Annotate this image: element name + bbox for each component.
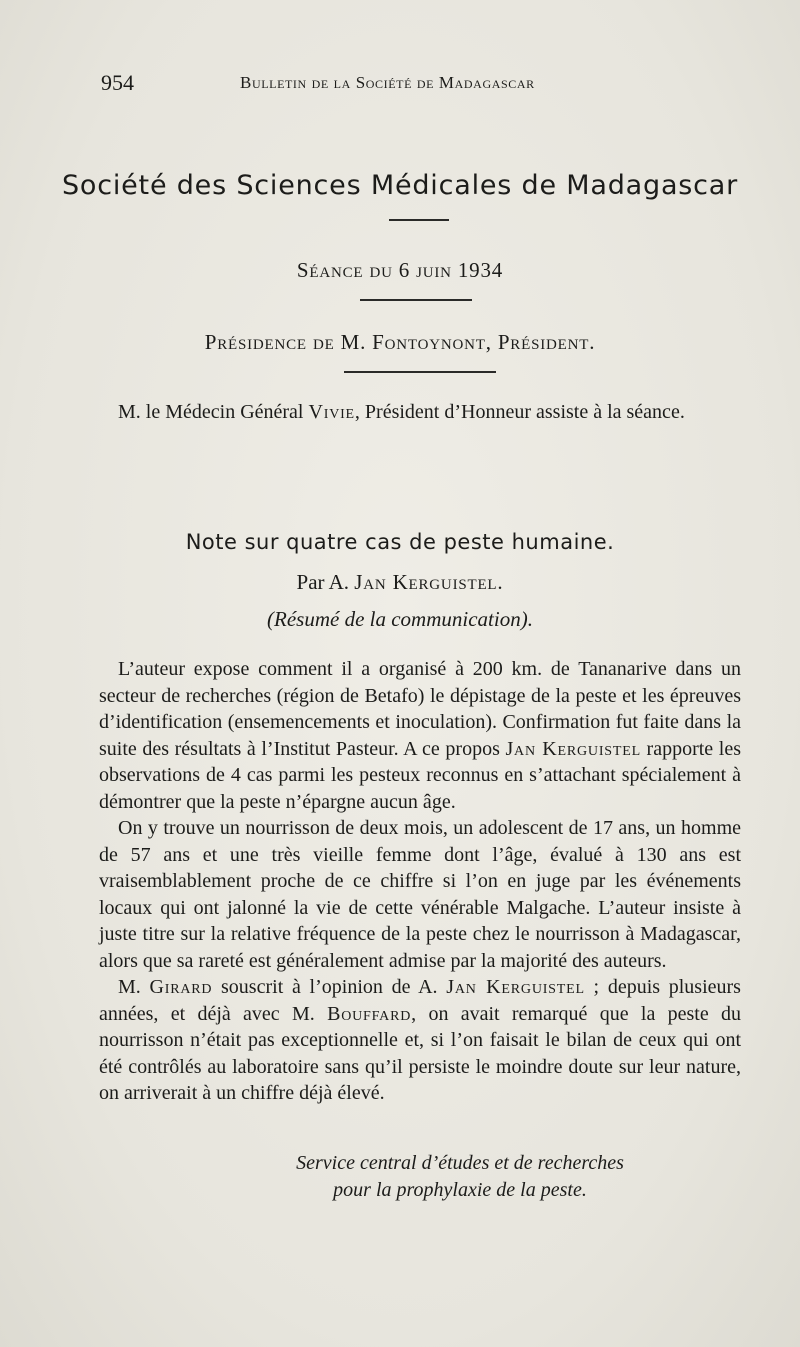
body-text: ; depuis plusieurs années, et déjà avec M.	[99, 976, 741, 1025]
intro-text: M. le Médecin Général	[118, 401, 309, 423]
journal-title: Bulletin de la Société de Madagascar	[240, 73, 535, 92]
divider-rule	[344, 371, 496, 373]
divider-rule	[389, 219, 449, 221]
body-paragraph	[99, 974, 741, 1107]
divider-rule	[360, 299, 472, 301]
summary-label: (Résumé de la communication).	[267, 607, 533, 631]
session-date: Séance du 6 juin 1934	[296, 258, 504, 282]
running-header	[0, 70, 800, 100]
signature-line: pour la prophylaxie de la peste.	[333, 1179, 587, 1201]
society-title: Société des Sciences Médicales de Madagascar	[61, 170, 739, 201]
note-title: Note sur quatre cas de peste humaine.	[185, 530, 615, 554]
signature-block	[200, 1150, 720, 1204]
body-paragraph	[99, 656, 741, 815]
page-number: 954	[101, 70, 134, 95]
presidency-line: Présidence de M. Fontoynont, Président.	[204, 330, 596, 354]
body-text: L’auteur expose comment il a organisé à 200 km. de Tananarive dans un secteur de recherches (région de Betafo) le dépistage de la peste et les épreuves d’identification (ensemencements et inoculation). Confirmation fut faite dans la suite des résultats à l’Institut Pasteur. A ce propos	[99, 658, 741, 760]
body-text: , on avait remarqué que la peste du nourrisson n’était pas exceptionnelle et, si l’on faisait le bilan de ceux qui ont été contrôlés au laboratoire sans qu’il persiste le moindre doute sur leur nature, on arriverait à un chiffre déjà élevé.	[99, 1002, 742, 1104]
person-name: Girard	[149, 976, 213, 998]
signature-line: Service central d’études et de recherches	[296, 1152, 624, 1174]
byline	[0, 570, 800, 595]
body-paragraph: On y trouve un nourrisson de deux mois, un adolescent de 17 ans, un homme de 57 ans et une très vieille femme dont l’âge, évalué à 130 ans est vraisemblablement proche de ce chiffre si l’on en juge par les événements locaux qui ont jalonné la vie de cette vénérable Malgache. L’auteur insiste à juste titre sur la relative fréquence de la peste chez le nourrisson à Madagascar, alors que sa rareté est généralement admise par la majorité des auteurs.	[99, 817, 741, 972]
intro-text: , Président d’Honneur assiste à la séance.	[354, 401, 685, 423]
author-name: Jan Kerguistel	[446, 976, 585, 998]
body-text: rapporte les observations de 4 cas parmi les pesteux reconnus en s’attachant spécialement à démontrer que la peste n’épargne aucun âge.	[99, 737, 741, 813]
author-name: Jan Kerguistel	[505, 737, 641, 760]
article-body	[99, 656, 741, 1107]
body-text: souscrit à l’opinion de A.	[212, 976, 447, 998]
person-name: Vivie	[308, 401, 355, 423]
person-name: Bouffard	[327, 1002, 412, 1025]
byline-prefix: Par A.	[296, 570, 355, 594]
body-text: M.	[118, 976, 150, 998]
intro-paragraph	[99, 399, 741, 426]
author-name: Jan Kerguistel.	[354, 570, 504, 594]
